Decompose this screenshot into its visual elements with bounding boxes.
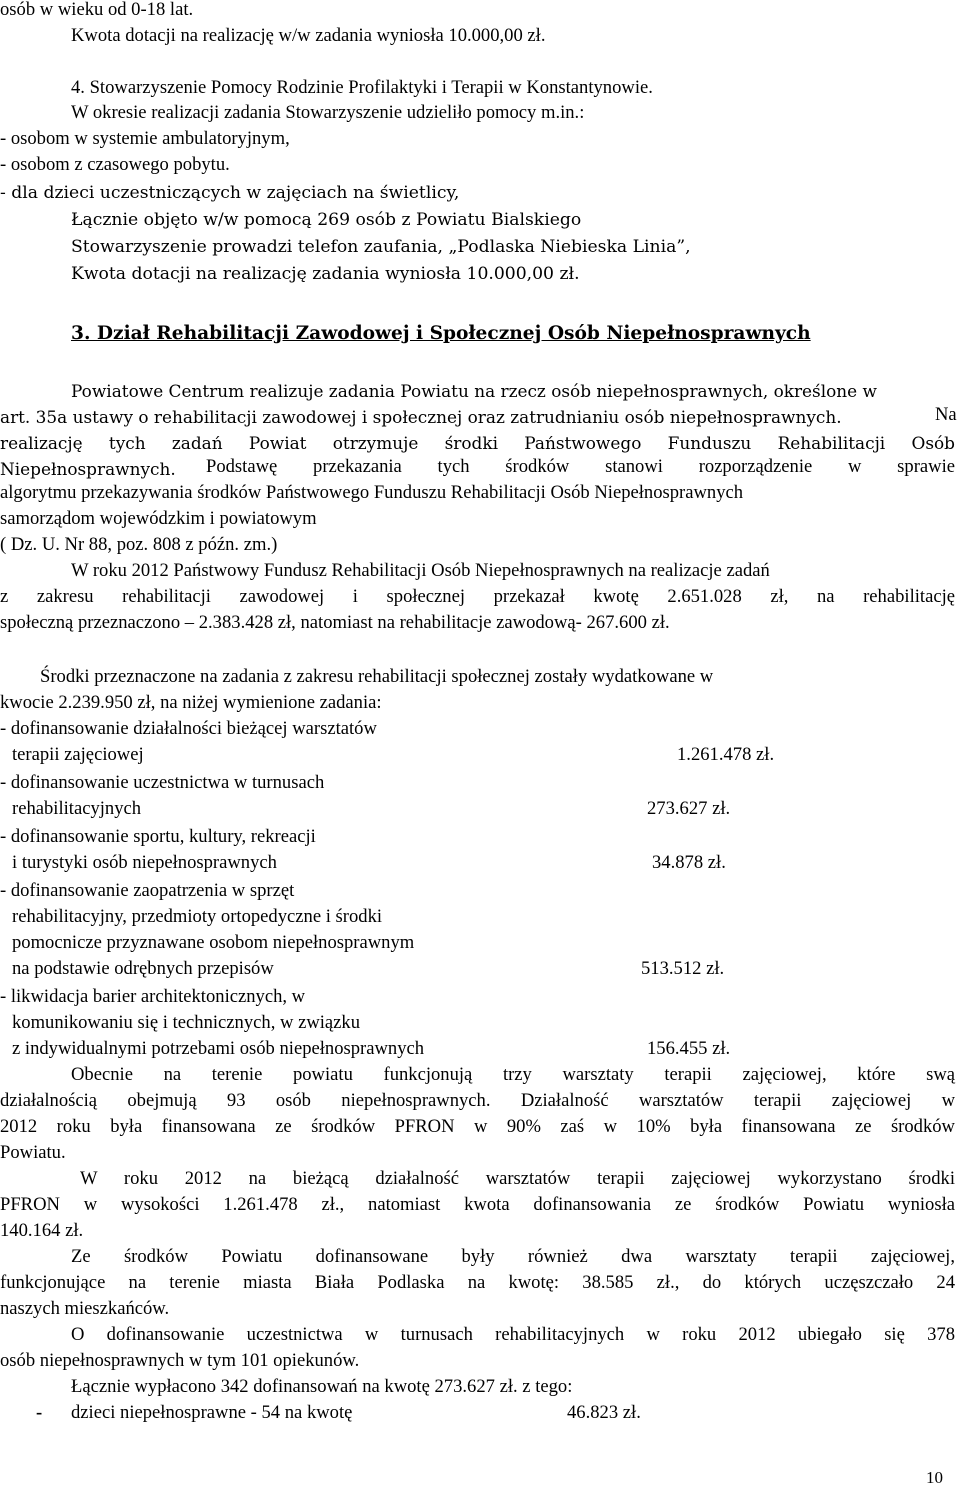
text-line: samorządom wojewódzkim i powiatowym <box>0 508 317 529</box>
list-item: - likwidacja barier architektonicznych, w <box>0 986 306 1007</box>
text-line: O dofinansowanie uczestnictwa w turnusach rehabilitacyjnych w roku 2012 ubiegało się 378 <box>71 1324 955 1345</box>
text-line: działalnością obejmują 93 osób niepełnosprawnych. Działalność warsztatów terapii zajęciowej w <box>0 1090 955 1111</box>
text-line: Obecnie na terenie powiatu funkcjonują trzy warsztaty terapii zajęciowej, które swą <box>71 1064 955 1085</box>
text-line: W roku 2012 Państwowy Fundusz Rehabilitacji Osób Niepełnosprawnych na realizacje zadań <box>71 560 770 581</box>
amount-value: 34.878 zł. <box>652 852 726 873</box>
text-line: art. 35a ustawy o rehabilitacji zawodowej i społecznej oraz zatrudnianiu osób niepełnosprawnych. <box>0 407 842 427</box>
text-line: ( Dz. U. Nr 88, poz. 808 z późn. zm.) <box>0 534 278 555</box>
list-bullet: - <box>36 1402 43 1423</box>
text-line: realizację tych zadań Powiat otrzymuje środki Państwowego Funduszu Rehabilitacji Osób <box>0 433 955 453</box>
text-line: z zakresu rehabilitacji zawodowej i społecznej przekazał kwotę 2.651.028 zł, na rehabilitację <box>0 586 955 607</box>
section-heading: 3. Dział Rehabilitacji Zawodowej i Społecznej Osób Niepełnosprawnych <box>71 323 811 344</box>
text-line: Powiatu. <box>0 1142 66 1163</box>
text-line: naszych mieszkańców. <box>0 1298 170 1319</box>
text-line: Stowarzyszenie prowadzi telefon zaufania, „Podlaska Niebieska Linia”, <box>71 237 691 257</box>
list-item: rehabilitacyjny, przedmioty ortopedyczne i środki <box>12 906 383 927</box>
text-line: Podstawę przekazania tych środków stanowi rozporządzenie w sprawie <box>206 456 955 477</box>
text-line: osób w wieku od 0-18 lat. <box>0 0 194 20</box>
text-line: osób niepełnosprawnych w tym 101 opiekunów. <box>0 1350 360 1371</box>
text-line: W roku 2012 na bieżącą działalność warsztatów terapii zajęciowej wykorzystano środki <box>80 1168 955 1189</box>
text-line: - osobom z czasowego pobytu. <box>0 154 230 175</box>
text-line: W okresie realizacji zadania Stowarzyszenie udzieliło pomocy m.in.: <box>71 102 585 123</box>
text-line: - dla dzieci uczestniczących w zajęciach na świetlicy, <box>0 183 460 203</box>
text-line: PFRON w wysokości 1.261.478 zł., natomiast kwota dofinansowania ze środków Powiatu wyniosła <box>0 1194 955 1215</box>
list-item: pomocnicze przyznawane osobom niepełnosprawnym <box>12 932 415 953</box>
text-line: 140.164 zł. <box>0 1220 84 1241</box>
text-line: 2012 roku była finansowana ze środków PFRON w 90% zaś w 10% była finansowana ze środków <box>0 1116 955 1137</box>
text-line: - osobom w systemie ambulatoryjnym, <box>0 128 290 149</box>
list-item: na podstawie odrębnych przepisów <box>12 958 274 979</box>
list-item: - dofinansowanie działalności bieżącej warsztatów <box>0 718 377 739</box>
text-line: Środki przeznaczone na zadania z zakresu rehabilitacji społecznej zostały wydatkowane w <box>40 666 714 687</box>
amount-value: 1.261.478 zł. <box>677 744 775 765</box>
list-item: rehabilitacyjnych <box>12 798 142 819</box>
text-line: Kwota dotacji na realizację w/w zadania wyniosła 10.000,00 zł. <box>71 25 546 46</box>
text-line: Łącznie wypłacono 342 dofinansowań na kwotę 273.627 zł. z tego: <box>71 1376 573 1397</box>
list-item: terapii zajęciowej <box>12 744 144 765</box>
list-heading-4: 4. Stowarzyszenie Pomocy Rodzinie Profilaktyki i Terapii w Konstantynowie. <box>71 77 653 98</box>
list-item: - dofinansowanie uczestnictwa w turnusach <box>0 772 325 793</box>
amount-value: 513.512 zł. <box>641 958 725 979</box>
list-item: i turystyki osób niepełnosprawnych <box>12 852 277 873</box>
text-line: Ze środków Powiatu dofinansowane były również dwa warsztaty terapii zajęciowej, <box>71 1246 955 1267</box>
text-line: Niepełnosprawnych. <box>0 459 176 479</box>
list-item: dzieci niepełnosprawne - 54 na kwotę <box>71 1402 353 1423</box>
list-item: - dofinansowanie zaopatrzenia w sprzęt <box>0 880 295 901</box>
text-line: Kwota dotacji na realizację zadania wyniosła 10.000,00 zł. <box>71 264 580 284</box>
text-line: kwocie 2.239.950 zł, na niżej wymienione zadania: <box>0 692 382 713</box>
amount-value: 156.455 zł. <box>647 1038 731 1059</box>
amount-value: 273.627 zł. <box>647 798 731 819</box>
text-line: Łącznie objęto w/w pomocą 269 osób z Powiatu Bialskiego <box>71 210 582 230</box>
list-item: komunikowaniu się i technicznych, w związku <box>12 1012 361 1033</box>
list-item: - dofinansowanie sportu, kultury, rekreacji <box>0 826 316 847</box>
text-line: funkcjonujące na terenie miasta Biała Podlaska na kwotę: 38.585 zł., do których uczęszczało 24 <box>0 1272 955 1293</box>
text-line: społeczną przeznaczono – 2.383.428 zł, natomiast na rehabilitacje zawodową- 267.600 zł. <box>0 612 670 633</box>
text-line: Powiatowe Centrum realizuje zadania Powiatu na rzecz osób niepełnosprawnych, określone w <box>71 381 877 401</box>
amount-value: 46.823 zł. <box>567 1402 641 1423</box>
list-item: z indywidualnymi potrzebami osób niepełnosprawnych <box>12 1038 425 1059</box>
text-line: Na <box>935 404 957 425</box>
page-number: 10 <box>926 1468 943 1487</box>
text-line: algorytmu przekazywania środków Państwowego Funduszu Rehabilitacji Osób Niepełnosprawnych <box>0 482 744 503</box>
